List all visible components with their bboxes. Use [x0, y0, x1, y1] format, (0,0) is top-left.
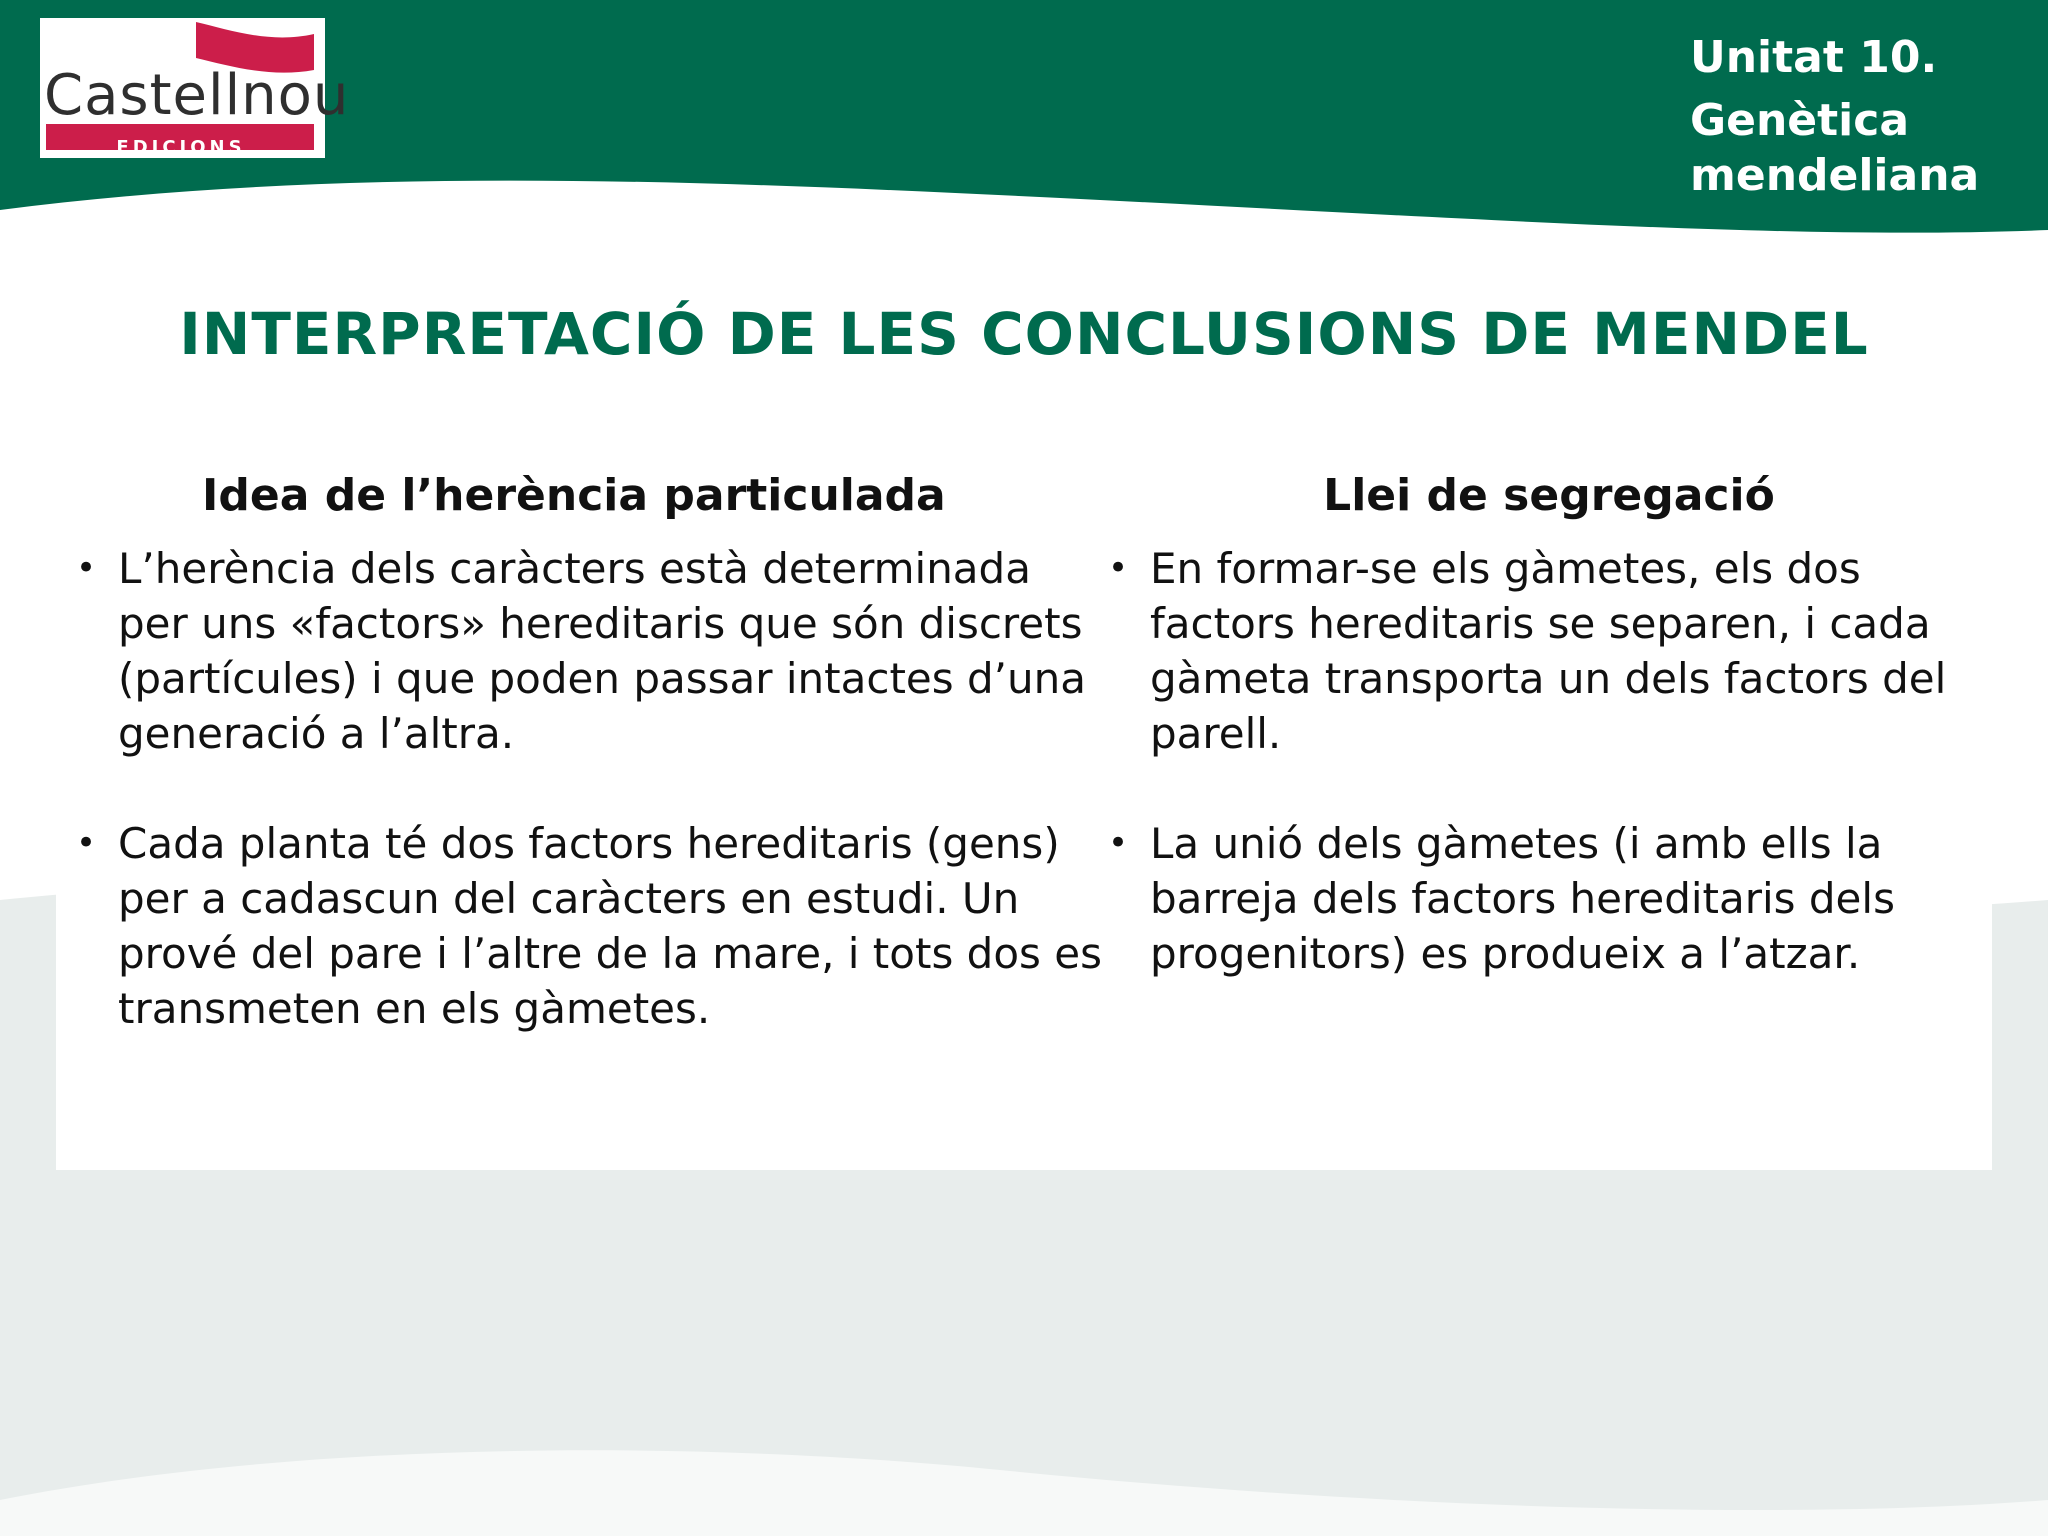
content-panel [56, 440, 1992, 1170]
unit-number: Unitat 10. [1690, 32, 1938, 83]
bullet-text: L’herència dels caràcters està determinada per uns «factors» hereditaris que són discrets (partícules) i que poden passar intactes d’una generació a l’altra. [118, 543, 1086, 758]
column-heading: Llei de segregació [1323, 470, 1775, 521]
bullet-list [1104, 541, 1994, 981]
slide-title: INTERPRETACIÓ DE LES CONCLUSIONS DE MENDEL [179, 300, 1869, 368]
bullet-item [1104, 816, 1994, 981]
logo-subtitle: EDICIONS [116, 137, 246, 158]
bullet-item [1104, 541, 1994, 761]
logo-wordmark: Castellnou [44, 63, 350, 128]
bullet-dot-icon: • [76, 547, 97, 588]
bullet-text: Cada planta té dos factors hereditaris (gens) per a cadascun del caràcters en estudi. Un prové del pare i l’altre de la mare, i tots dos es transmeten en els gàmetes. [118, 818, 1102, 1033]
unit-title-text: Genètica mendeliana [1690, 95, 1980, 201]
unit-title [1690, 93, 2010, 203]
publisher-logo [44, 20, 350, 160]
unit-label [1690, 30, 2010, 203]
bullet-list [72, 541, 1112, 1036]
bullet-item [72, 541, 1112, 761]
column-llei-segregacio [1104, 470, 1994, 1036]
bullet-text: En formar-se els gàmetes, els dos factors hereditaris se separen, i cada gàmeta transporta un dels factors del parell. [1150, 543, 1947, 758]
column-heading: Idea de l’herència particulada [202, 470, 946, 521]
bullet-dot-icon: • [1108, 547, 1129, 588]
bullet-dot-icon: • [1108, 822, 1129, 863]
bullet-text: La unió dels gàmetes (i amb ells la barreja dels factors hereditaris dels progenitors) es produeix a l’atzar. [1150, 818, 1895, 978]
bullet-item [72, 816, 1112, 1036]
bullet-dot-icon: • [76, 822, 97, 863]
column-herencia-particulada [72, 470, 1112, 1091]
